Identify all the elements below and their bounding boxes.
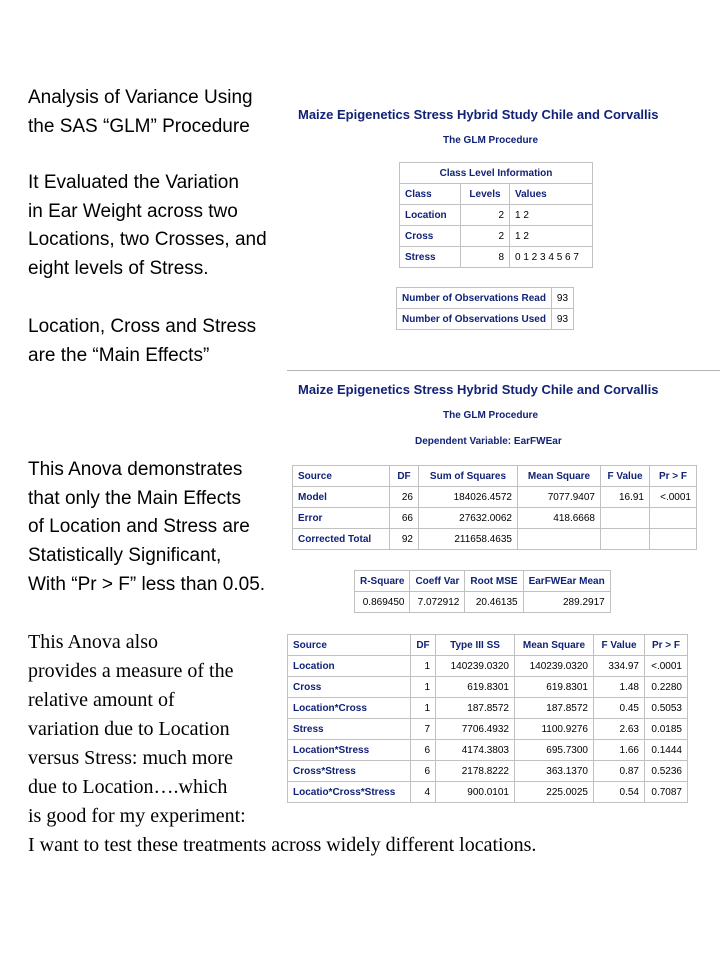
table-row: Location*Cross 1 187.8572 187.8572 0.45 0.5053 [288,698,688,719]
source-header: Source [288,635,411,656]
table-row: 0.869450 7.072912 20.46135 289.2917 [355,592,611,613]
rsquare-header: R-Square [355,571,410,592]
bottom-output-title: Maize Epigenetics Stress Hybrid Study Chile and Corvallis [298,382,659,397]
bottom-procedure-label: The GLM Procedure [443,410,539,421]
fit-statistics-table [354,570,611,613]
table-row: Stress 8 0 1 2 3 4 5 6 7 [400,247,593,268]
text-line: Statistically Significant, [28,544,222,566]
significance-last-line [28,570,265,599]
table-row: Location 1 140239.0320 140239.0320 334.97 <.0001 [288,656,688,677]
ms-header: Mean Square [518,466,601,487]
main-effects-paragraph [28,313,256,370]
coeffvar-header: Coeff Var [410,571,465,592]
table-row: Cross*Stress 6 2178.8222 363.1370 0.87 0.5236 [288,761,688,782]
text-line: eight levels of Stress. [28,257,209,279]
text-line: This Anova also [28,631,158,653]
text-line: are the “Main Effects” [28,344,210,366]
text-line: is good for my experiment: [28,805,246,827]
df-header: DF [411,635,436,656]
intro-paragraph [28,84,253,141]
text-line: in Ear Weight across two [28,200,238,222]
table-row: Stress 7 7706.4932 1100.9276 2.63 0.0185 [288,719,688,740]
text-line: the SAS “GLM” Procedure [28,115,250,137]
significance-paragraph [28,456,250,570]
text-line: due to Location….which [28,776,228,798]
panel-divider [287,370,720,371]
text-line: versus Stress: much more [28,747,233,769]
table-row: Error 66 27632.0062 418.6668 [293,508,697,529]
dependent-variable-label: Dependent Variable: EarFWEar [415,436,562,447]
variation-paragraph [28,169,267,283]
text-line: relative amount of [28,689,175,711]
source-header: Source [293,466,390,487]
table-row: Number of Observations Used 93 [397,309,574,330]
text-line: of Location and Stress are [28,516,250,538]
rootmse-header: Root MSE [465,571,523,592]
text-line: I want to test these treatments across widely different locations. [28,834,537,856]
ss-header: Type III SS [436,635,515,656]
observations-table [396,287,574,330]
fvalue-header: F Value [601,466,650,487]
text-line: variation due to Location [28,718,230,740]
text-line: Locations, two Crosses, and [28,229,267,251]
ss-header: Sum of Squares [419,466,518,487]
table-row: Corrected Total 92 211658.4635 [293,529,697,550]
text-line: Location, Cross and Stress [28,316,257,337]
fvalue-header: F Value [594,635,645,656]
class-level-table [399,162,593,268]
table-row: Model 26 184026.4572 7077.9407 16.91 <.0001 [293,487,697,508]
class-level-caption: Class Level Information [400,163,593,184]
df-header: DF [390,466,419,487]
text-line: that only the Main Effects [28,487,241,509]
class-header: Class [400,184,461,205]
text-line: It Evaluated the Variation [28,172,239,193]
ms-header: Mean Square [515,635,594,656]
table-row: Cross 2 1 2 [400,226,593,247]
mean-header: EarFWEar Mean [523,571,610,592]
levels-header: Levels [461,184,510,205]
top-procedure-label: The GLM Procedure [443,135,539,146]
table-row: Locatio*Cross*Stress 4 900.0101 225.0025 0.54 0.7087 [288,782,688,803]
pvalue-header: Pr > F [645,635,688,656]
table-row: Location 2 1 2 [400,205,593,226]
text-line: Analysis of Variance Using [28,87,253,108]
top-output-title: Maize Epigenetics Stress Hybrid Study Chile and Corvallis [298,107,659,122]
values-header: Values [510,184,593,205]
table-row: Cross 1 619.8301 619.8301 1.48 0.2280 [288,677,688,698]
table-row: Location*Stress 6 4174.3803 695.7300 1.66 0.1444 [288,740,688,761]
pvalue-header: Pr > F [650,466,697,487]
text-line: This Anova demonstrates [28,459,243,480]
text-line: provides a measure of the [28,660,234,682]
anova-table [292,465,697,550]
text-line: With “Pr > F” less than 0.05. [28,574,266,595]
table-row: Number of Observations Read 93 [397,288,574,309]
type3-ss-table [287,634,688,803]
